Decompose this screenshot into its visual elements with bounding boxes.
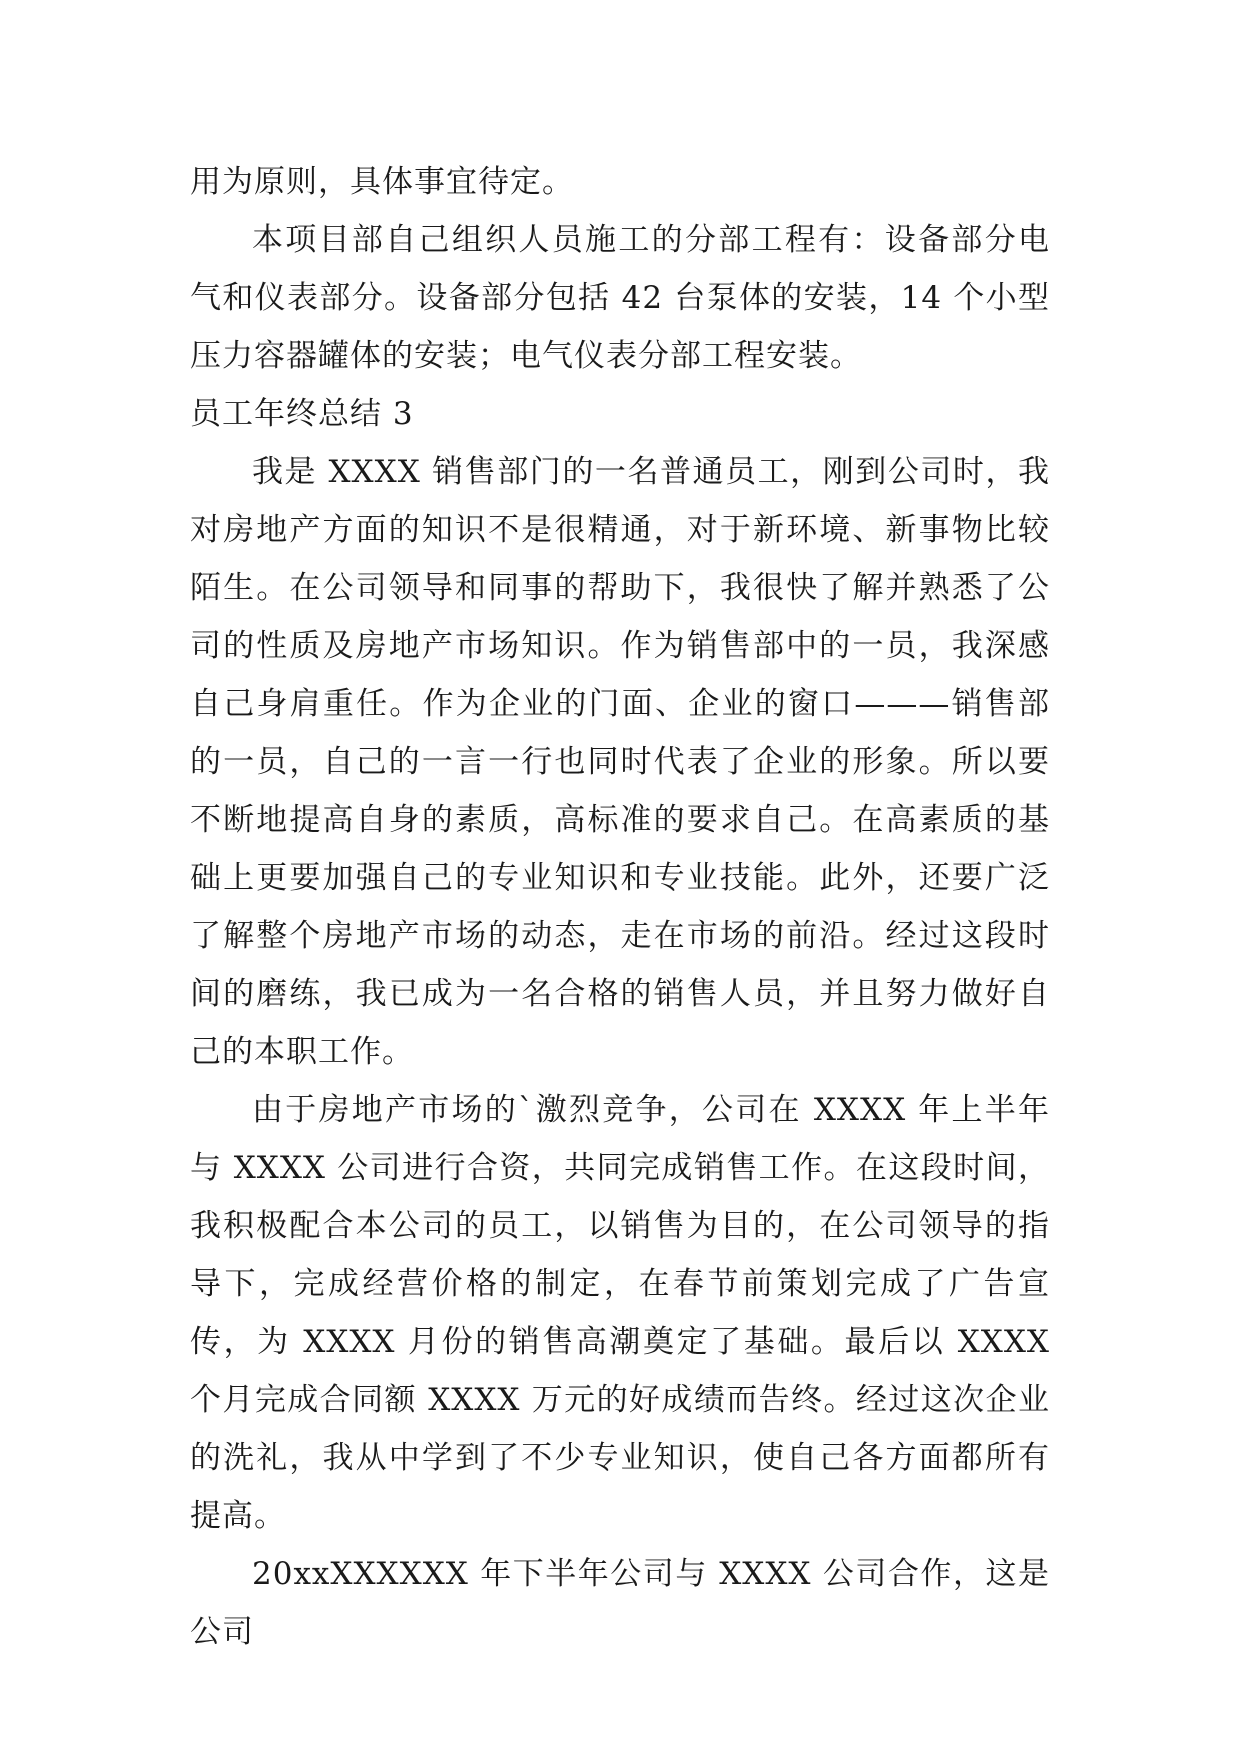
paragraph-second-half-year: 20xxXXXXXX 年下半年公司与 XXXX 公司合作，这是公司 (190, 1556, 1050, 1650)
paragraph-self-introduction: 我是 XXXX 销售部门的一名普通员工，刚到公司时，我对房地产方面的知识不是很精通，对于新环境、新事物比较陌生。在公司领导和同事的帮助下，我很快了解并熟悉了公司的性质及房地产市场知识。作为销售部中的一员，我深感自己身肩重任。作为企业的门面、企业的窗口———销售部的一员，自己的一言一行也同时代表了企业的形象。所以要不断地提高自身的素质，高标准的要求自己。在高素质的基础上更要加强自己的专业知识和专业技能。此外，还要广泛了解整个房地产市场的动态，走在市场的前沿。经过这段时间的磨练，我已成为一名合格的销售人员，并且努力做好自己的本职工作。 (190, 454, 1050, 1070)
section-heading: 员工年终总结 3 (190, 396, 414, 432)
paragraph-project-scope: 本项目部自己组织人员施工的分部工程有：设备部分电气和仪表部分。设备部分包括 42 台泵体的安装，14 个小型压力容器罐体的安装；电气仪表分部工程安装。 (190, 222, 1050, 374)
paragraph-continuation: 用为原则，具体事宜待定。 (190, 164, 574, 200)
document-body (190, 153, 1050, 1661)
paragraph-joint-venture: 由于房地产市场的`激烈竞争，公司在 XXXX 年上半年与 XXXX 公司进行合资，共同完成销售工作。在这段时间，我积极配合本公司的员工，以销售为目的，在公司领导的指导下，完成经营价格的制定，在春节前策划完成了广告宣传，为 XXXX 月份的销售高潮奠定了基础。最后以 XXXX 个月完成合同额 XXXX 万元的好成绩而告终。经过这次企业的洗礼，我从中学到了不少专业知识，使自己各方面都所有提高。 (190, 1092, 1050, 1534)
